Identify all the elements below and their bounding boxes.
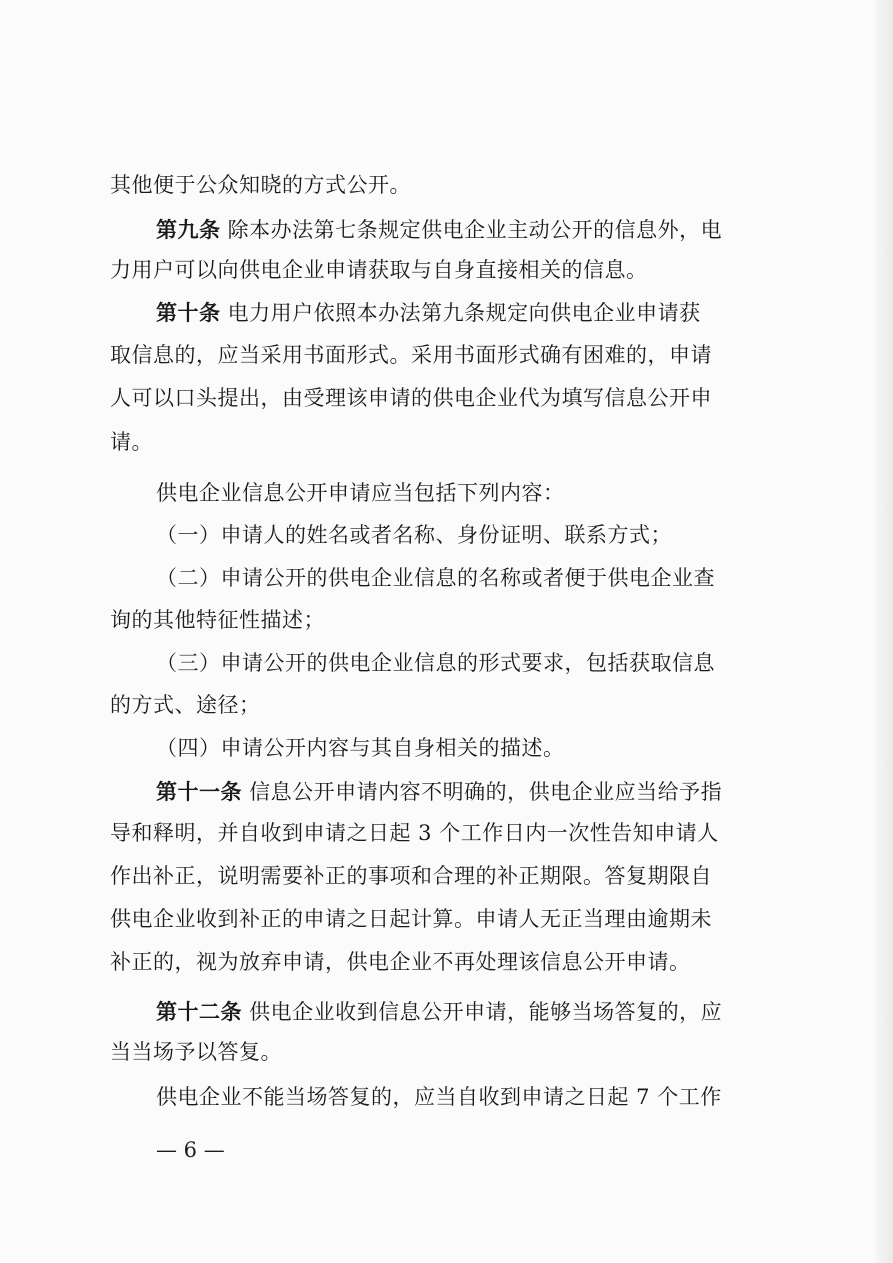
line-text: （四）申请公开内容与其自身相关的描述。 <box>156 736 565 760</box>
text-line <box>156 648 715 678</box>
line-text: （一）申请人的姓名或者名称、身份证明、联系方式； <box>156 523 672 547</box>
line-text: 除本办法第七条规定供电企业主动公开的信息外，电 <box>220 218 723 242</box>
line-text: 供电企业收到补正的申请之日起计算。申请人无正当理由逾期未 <box>110 907 712 931</box>
line-text: 导和释明，并自收到申请之日起 3 个工作日内一次性告知申请人 <box>110 821 719 845</box>
text-line <box>110 605 325 635</box>
line-text: 作出补正，说明需要补正的事项和合理的补正期限。答复期限自 <box>110 864 712 888</box>
line-text: 供电企业收到信息公开申请，能够当场答复的，应 <box>242 1000 723 1024</box>
text-line <box>110 170 411 200</box>
page-number: — 6 — <box>156 1138 225 1162</box>
text-line <box>156 298 701 328</box>
line-text: 电力用户依照本办法第九条规定向供电企业申请获 <box>220 301 701 325</box>
line-text: 询的其他特征性描述； <box>110 608 325 632</box>
article-heading: 第十一条 <box>156 779 242 804</box>
text-line <box>156 215 722 245</box>
line-text: 信息公开申请内容不明确的，供电企业应当给予指 <box>242 780 723 804</box>
article-heading: 第十二条 <box>156 999 242 1024</box>
text-line <box>110 818 719 848</box>
text-line <box>110 255 648 285</box>
text-line <box>156 777 722 807</box>
text-line <box>110 904 712 934</box>
text-line <box>110 427 153 457</box>
line-text: 请。 <box>110 430 153 454</box>
line-text: 其他便于公众知晓的方式公开。 <box>110 173 411 197</box>
text-line <box>156 563 715 593</box>
line-text: 当当场予以答复。 <box>110 1040 282 1064</box>
text-line <box>156 733 565 763</box>
line-text: 的方式、途径； <box>110 693 261 717</box>
text-line <box>110 690 261 720</box>
text-line <box>110 1037 282 1067</box>
text-line <box>110 383 712 413</box>
article-heading: 第十条 <box>156 300 221 325</box>
text-line <box>156 997 722 1027</box>
article-heading: 第九条 <box>156 217 221 242</box>
text-line <box>156 1082 722 1112</box>
line-text: 供电企业信息公开申请应当包括下列内容： <box>156 481 565 505</box>
text-line <box>110 340 712 370</box>
line-text: （二）申请公开的供电企业信息的名称或者便于供电企业查 <box>156 566 715 590</box>
line-text: 供电企业不能当场答复的，应当自收到申请之日起 7 个工作 <box>156 1085 722 1109</box>
text-line <box>156 478 565 508</box>
line-text: 补正的，视为放弃申请，供电企业不再处理该信息公开申请。 <box>110 950 691 974</box>
text-line <box>110 861 712 891</box>
text-line <box>156 520 672 550</box>
line-text: 取信息的，应当采用书面形式。采用书面形式确有困难的，申请 <box>110 343 712 367</box>
page-edge-shadow <box>875 0 893 1263</box>
line-text: （三）申请公开的供电企业信息的形式要求，包括获取信息 <box>156 651 715 675</box>
text-line <box>110 947 691 977</box>
line-text: 力用户可以向供电企业申请获取与自身直接相关的信息。 <box>110 258 648 282</box>
line-text: 人可以口头提出，由受理该申请的供电企业代为填写信息公开申 <box>110 386 712 410</box>
